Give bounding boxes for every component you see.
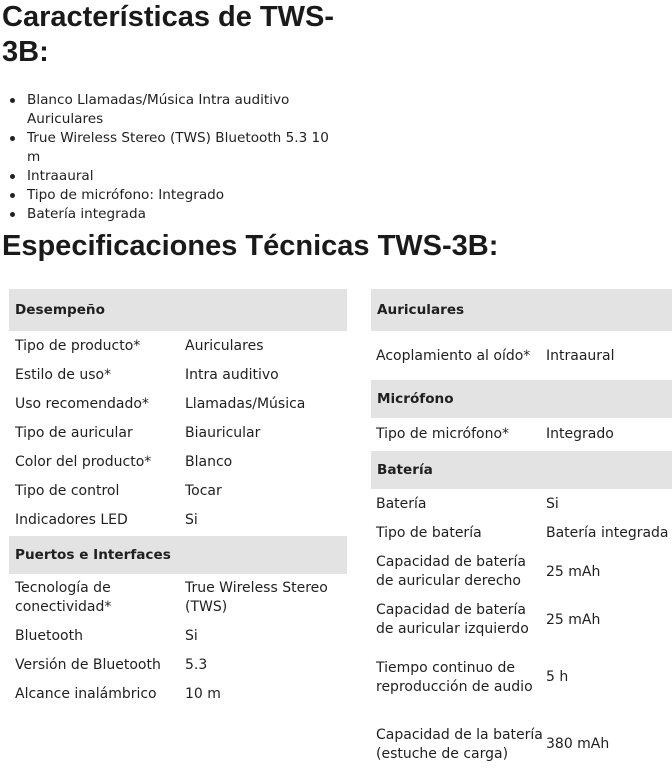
spec-label: Tecnología de conectividad* bbox=[15, 580, 112, 615]
spec-value: Auriculares bbox=[185, 338, 264, 354]
section-header-bateria: Batería bbox=[371, 451, 672, 489]
feature-item: Tipo de micrófono: Integrado bbox=[9, 186, 339, 205]
spec-row bbox=[9, 477, 347, 506]
spec-label: Indicadores LED bbox=[15, 512, 128, 528]
spec-label: Bluetooth bbox=[15, 628, 83, 644]
spec-value: Si bbox=[546, 496, 559, 512]
spec-value: Integrado bbox=[546, 426, 614, 442]
spec-row bbox=[9, 506, 347, 535]
spec-value: Tocar bbox=[185, 483, 222, 499]
spec-value: Llamadas/Música bbox=[185, 396, 306, 412]
spec-row bbox=[9, 574, 347, 622]
feature-item: True Wireless Stereo (TWS) Bluetooth 5.3 10 m bbox=[9, 129, 339, 167]
section-header-auriculares: Auriculares bbox=[371, 289, 672, 331]
spec-value: 380 mAh bbox=[546, 736, 610, 752]
spec-row bbox=[9, 651, 347, 680]
section-header-desempeno: Desempeño bbox=[9, 289, 347, 331]
spec-label: Versión de Bluetooth bbox=[15, 657, 161, 673]
section-header-puertos: Puertos e Interfaces bbox=[9, 536, 347, 574]
spec-row bbox=[371, 490, 672, 519]
features-list bbox=[9, 91, 339, 224]
feature-item: Batería integrada bbox=[9, 205, 339, 224]
spec-value: True Wireless Stereo (TWS) bbox=[185, 580, 328, 615]
spec-row bbox=[9, 680, 347, 709]
spec-row bbox=[371, 418, 672, 451]
spec-row bbox=[371, 548, 672, 596]
spec-value: 5 h bbox=[546, 669, 569, 685]
spec-row bbox=[9, 361, 347, 390]
spec-row bbox=[371, 596, 672, 644]
features-title: Características de TWS-3B: bbox=[2, 1, 335, 68]
spec-value: Intraaural bbox=[546, 347, 615, 364]
specs-title: Especificaciones Técnicas TWS-3B: bbox=[2, 230, 499, 262]
spec-value: 5.3 bbox=[185, 657, 208, 673]
section-header-microfono: Micrófono bbox=[371, 380, 672, 418]
spec-label: Batería bbox=[376, 496, 427, 512]
specs-table-right bbox=[371, 289, 672, 778]
spec-value: Blanco bbox=[185, 454, 233, 470]
spec-row bbox=[371, 644, 672, 711]
spec-label: Tipo de auricular bbox=[15, 425, 133, 441]
spec-label: Tipo de control bbox=[15, 483, 120, 499]
spec-label: Acoplamiento al oído* bbox=[376, 347, 531, 364]
spec-row bbox=[371, 519, 672, 548]
spec-row bbox=[9, 390, 347, 419]
spec-value: Si bbox=[185, 512, 198, 528]
spec-value: Intra auditivo bbox=[185, 367, 279, 383]
spec-value: 25 mAh bbox=[546, 563, 601, 580]
spec-value: 10 m bbox=[185, 686, 221, 702]
spec-label: Tipo de batería bbox=[376, 525, 482, 541]
spec-value: Biauricular bbox=[185, 425, 261, 441]
spec-row bbox=[371, 332, 672, 380]
spec-label: Uso recomendado* bbox=[15, 396, 149, 412]
spec-label: Tipo de micrófono* bbox=[376, 426, 510, 442]
spec-label: Capacidad de batería de auricular derecho bbox=[376, 554, 526, 589]
spec-row bbox=[9, 332, 347, 361]
spec-value: Si bbox=[185, 628, 198, 644]
spec-label: Capacidad de batería de auricular izquierdo bbox=[376, 602, 529, 637]
spec-label: Alcance inalámbrico bbox=[15, 686, 157, 702]
spec-value: 25 mAh bbox=[546, 611, 601, 628]
spec-label: Tipo de producto* bbox=[15, 338, 141, 354]
spec-row bbox=[9, 419, 347, 448]
specs-table-left bbox=[9, 289, 347, 709]
spec-label: Color del producto* bbox=[15, 454, 152, 470]
spec-label: Estilo de uso* bbox=[15, 367, 112, 383]
feature-item: Blanco Llamadas/Música Intra auditivo Auriculares bbox=[9, 91, 339, 129]
spec-row bbox=[9, 622, 347, 651]
feature-item: Intraaural bbox=[9, 167, 339, 186]
spec-row bbox=[9, 448, 347, 477]
spec-label: Tiempo continuo de reproducción de audio bbox=[376, 659, 533, 695]
spec-value: Batería integrada bbox=[546, 525, 669, 541]
spec-label: Capacidad de la batería (estuche de carga) bbox=[376, 726, 543, 762]
spec-row bbox=[371, 711, 672, 778]
